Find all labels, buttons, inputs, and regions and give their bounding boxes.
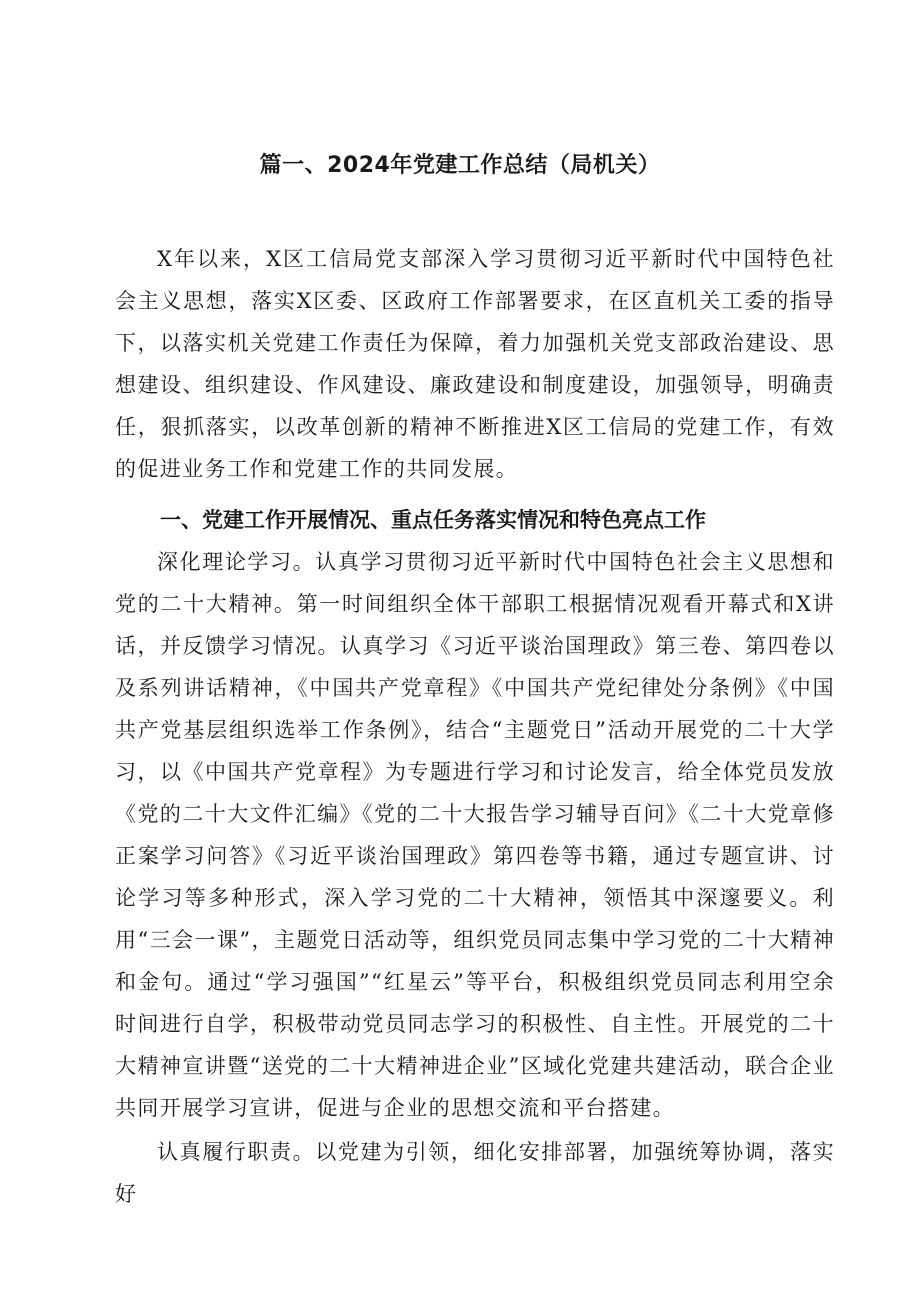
section-heading-1: 一、党建工作开展情况、重点任务落实情况和特色亮点工作 xyxy=(160,508,706,532)
document-title: 篇一、2024年党建工作总结（局机关） xyxy=(259,153,661,178)
paragraph-duties: 认真履行职责。以党建为引领，细化安排部署，加强统筹协调，落实好 xyxy=(115,1140,835,1206)
intro-paragraph: X年以来，X区工信局党支部深入学习贯彻习近平新时代中国特色社会主义思想，落实X区委、区政府工作部署要求，在区直机关工委的指导下，以落实机关党建工作责任为保障，着力加强机关党支部政治建设、思想建设、组织建设、作风建设、廉政建设和制度建设，加强领导，明确责任，狠抓落实，以改革创新的精神不断推进X区工信局的党建工作，有效的促进业务工作和党建工作的共同发展。 xyxy=(115,247,835,481)
paragraph-theory-study: 深化理论学习。认真学习贯彻习近平新时代中国特色社会主义思想和党的二十大精神。第一时间组织全体干部职工根据情况观看开幕式和X讲话，并反馈学习情况。认真学习《习近平谈治国理政》第三卷、第四卷以及系列讲话精神，《中国共产党章程》《中国共产党纪律处分条例》《中国共产党基层组织选举工作条例》，结合“主题党日”活动开展党的二十大学习，以《中国共产党章程》为专题进行学习和讨论发言，给全体党员发放《党的二十大文件汇编》《党的二十大报告学习辅导百问》《二十大党章修正案学习问答》《习近平谈治国理政》第四卷等书籍，通过专题宣讲、讨论学习等多种形式，深入学习党的二十大精神，领悟其中深邃要义。利用“三会一课”，主题党日活动等，组织党员同志集中学习党的二十大精神和金句。通过“学习强国”“红星云”等平台，积极组织党员同志利用空余时间进行自学，积极带动党员同志学习的积极性、自主性。开展党的二十大精神宣讲暨“送党的二十大精神进企业”区域化党建共建活动，联合企业共同开展学习宣讲，促进与企业的思想交流和平台搭建。 xyxy=(115,550,835,1120)
